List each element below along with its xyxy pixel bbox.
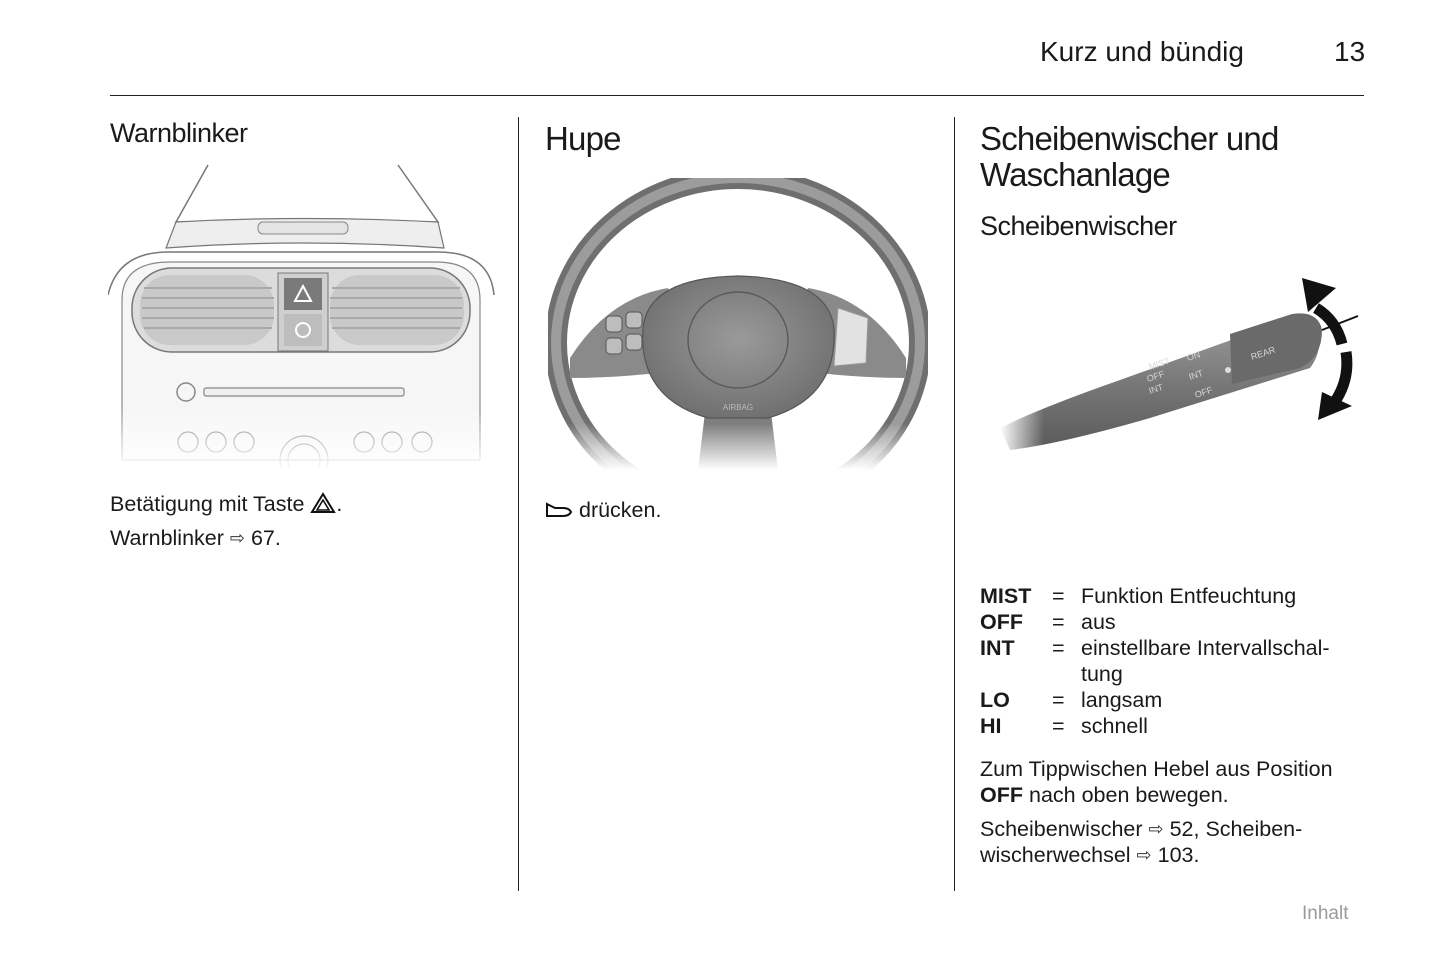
warnblinker-reference[interactable] — [110, 521, 281, 555]
heading-warnblinker: Warnblinker — [110, 118, 248, 148]
definition-value-continued: tung — [1081, 662, 1123, 686]
wiper-reference-line1[interactable] — [980, 816, 1302, 842]
wiper-reference-line2[interactable] — [980, 842, 1199, 868]
reference-page: 67. — [250, 526, 281, 550]
definition-value: einstellbare Intervallschal- — [1081, 636, 1330, 660]
heading-hupe: Hupe — [545, 120, 621, 157]
definition-key: MIST — [980, 584, 1032, 608]
page-number: 13 — [1334, 36, 1366, 67]
definition-equals: = — [1052, 636, 1065, 660]
definition-equals: = — [1052, 584, 1065, 608]
tip-wipe-paragraph-line2 — [980, 782, 1229, 808]
warnblinker-instruction — [110, 487, 342, 521]
reference-page: 103. — [1157, 843, 1200, 867]
column-divider-2 — [954, 117, 955, 891]
hazard-triangle-icon — [310, 492, 336, 514]
reference-label: Scheibenwischer — [980, 817, 1143, 841]
definition-value: Funktion Entfeuchtung — [1081, 584, 1297, 608]
definition-equals: = — [1052, 714, 1065, 738]
definition-key: LO — [980, 688, 1010, 712]
steering-wheel-illustration — [548, 178, 928, 470]
definition-key: OFF — [980, 610, 1023, 634]
reference-label: wischerwechsel — [980, 843, 1131, 867]
instruction-period: . — [336, 492, 343, 516]
contents-link[interactable]: Inhalt — [1302, 903, 1349, 924]
definition-key: INT — [980, 636, 1015, 660]
wiper-lever-illustration — [1000, 268, 1365, 458]
definition-value: schnell — [1081, 714, 1148, 738]
instruction-text: Betätigung mit Taste — [110, 492, 305, 516]
definition-equals: = — [1052, 610, 1065, 634]
reference-page: 52, Scheiben- — [1169, 817, 1303, 841]
page-ref-arrow-icon: ⇨ — [1148, 819, 1164, 839]
header-rule — [110, 95, 1364, 96]
tip-wipe-paragraph-line1: Zum Tippwischen Hebel aus Position — [980, 757, 1333, 781]
hazard-switch-illustration — [108, 160, 496, 470]
column-divider-1 — [518, 117, 519, 891]
reference-label: Warnblinker — [110, 526, 224, 550]
heading-scheibenwischer-line1: Scheibenwischer und — [980, 120, 1279, 157]
section-title: Kurz und bündig — [1040, 36, 1244, 67]
hupe-text: drücken. — [578, 498, 662, 522]
tip-wipe-rest: nach oben bewegen. — [1028, 783, 1229, 807]
hupe-instruction — [545, 493, 661, 527]
horn-icon — [545, 501, 573, 519]
definition-equals: = — [1052, 688, 1065, 712]
definition-value: langsam — [1081, 688, 1163, 712]
page-ref-arrow-icon: ⇨ — [1136, 845, 1152, 865]
subheading-scheibenwischer: Scheibenwischer — [980, 211, 1177, 241]
definition-key: HI — [980, 714, 1002, 738]
heading-scheibenwischer-line2: Waschanlage — [980, 156, 1170, 193]
tip-wipe-off-label: OFF — [980, 783, 1023, 807]
page-ref-arrow-icon: ⇨ — [229, 528, 245, 548]
definition-value: aus — [1081, 610, 1116, 634]
